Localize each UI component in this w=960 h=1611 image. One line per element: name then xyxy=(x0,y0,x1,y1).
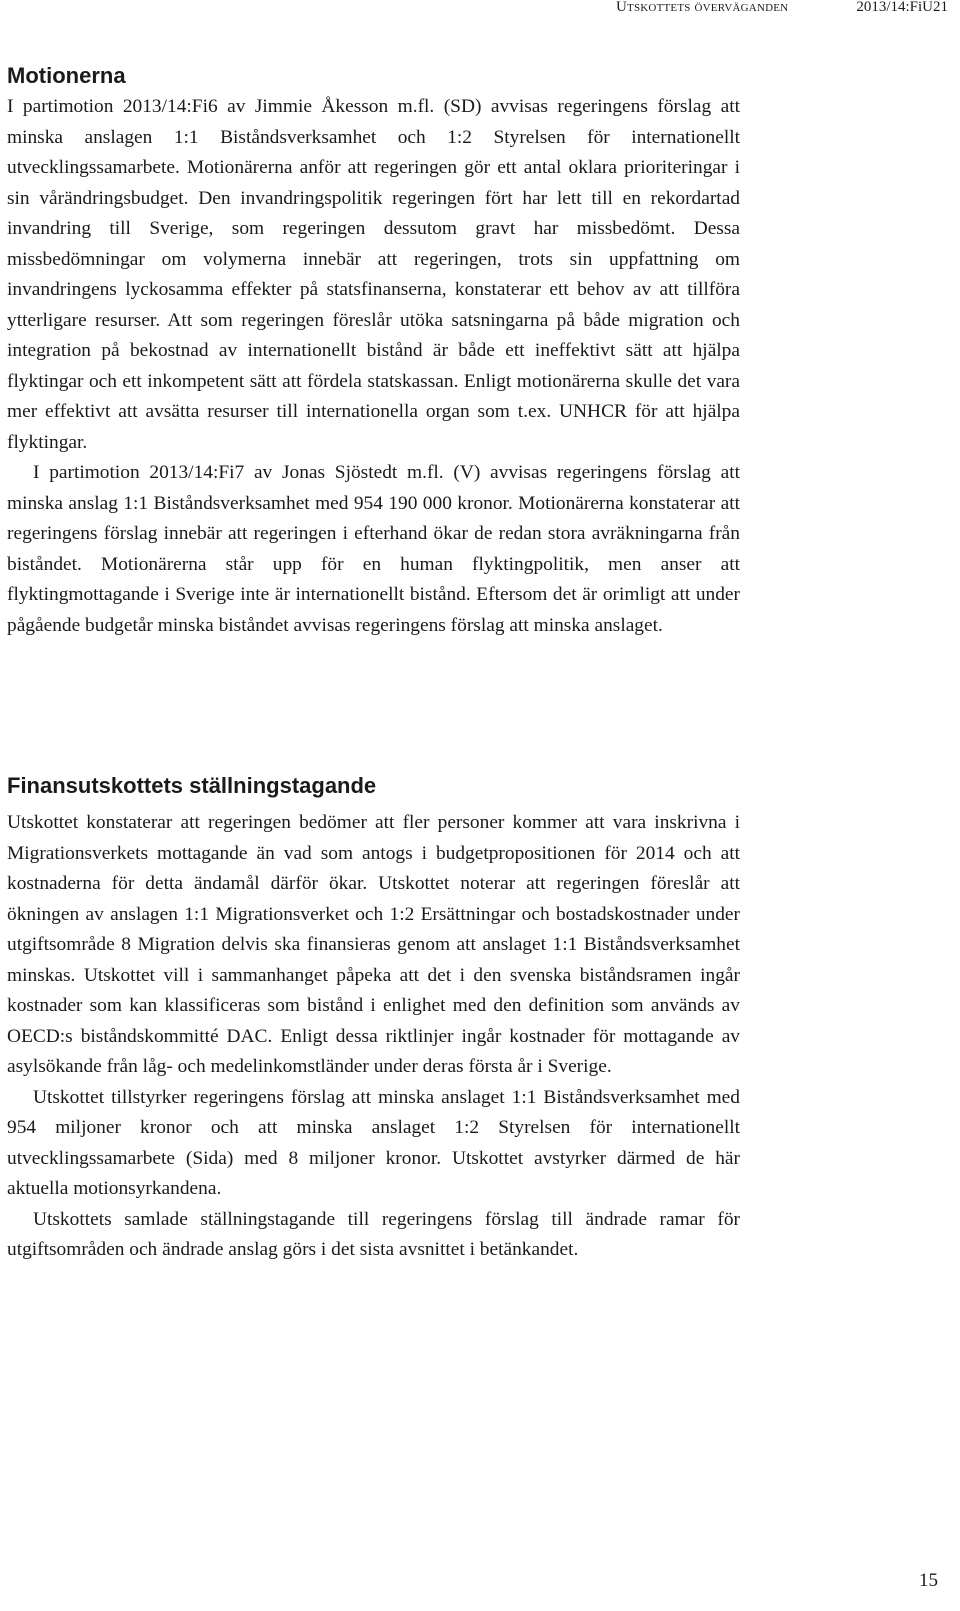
page-number: 15 xyxy=(919,1570,938,1591)
committee-approval-paragraph: Utskottet tillstyrker regeringens förslag att minska anslaget 1:1 Biståndsverksamhet med 954 miljoner kronor och att minska anslaget 1:2 Styrelsen för internationellt utvecklingssamarbete (Sida) med 8 miljoner kronor. Utskottet avstyrker därmed de här aktuella motionsyrkandena. xyxy=(7,1086,740,1199)
running-header-report-id: 2013/14:FiU21 xyxy=(856,0,948,15)
motions-section xyxy=(7,62,740,641)
committee-position-section xyxy=(7,772,740,1266)
motion-sd-paragraph: I partimotion 2013/14:Fi6 av Jimmie Åkesson m.fl. (SD) avvisas regeringens förslag att minska anslagen 1:1 Biståndsverksamhet och 1:2 Styrelsen för internationellt utvecklingssamarbete. Motionärerna anför att regeringen gör ett antal oklara prioriteringar i sin vårändringsbudget. Den invandringspolitik regeringen fört har lett till en rekordartad invandring till Sverige, som regeringen dessutom gravt har missbedömt. Dessa missbedömningar om volymerna innebär att regeringen, trots sin uppfattning om invandringens lyckosamma effekter på statsfinanserna, konstaterar ett behov av att tillföra ytterligare resurser. Att som regeringen föreslår utöka satsningarna på både migration och integration på bekostnad av internationellt bistånd är både ett ineffektivt sätt att hjälpa flyktingar och ett inkompetent sätt att fördela statskassan. Enligt motionärerna skulle det vara mer effektivt att avsätta resurser till internationella organ som t.ex. UNHCR för att hjälpa flyktingar. xyxy=(7,96,740,453)
committee-assessment-paragraph: Utskottet konstaterar att regeringen bedömer att fler personer kommer att vara inskrivna i Migrationsverkets mottagande än vad som antogs i budgetpropositionen för 2014 och att kostnaderna för detta ändamål därför ökar. Utskottet noterar att regeringen föreslår att ökningen av anslagen 1:1 Migrationsverket och 1:2 Ersättningar och bostadskostnader under utgiftsområde 8 Migration delvis ska finansieras genom att anslaget 1:1 Biståndsverksamhet minskas. Utskottet vill i sammanhanget påpeka att det i den svenska biståndsramen ingår kostnader som kan klassificeras som bistånd i enlighet med den definition som används av OECD:s biståndskommitté DAC. Enligt dessa riktlinjer ingår kostnader för mottagande av asylsökande från låg- och medelinkomstländer under deras första år i Sverige. xyxy=(7,812,740,1077)
page-header xyxy=(616,0,948,22)
motions-heading: Motionerna xyxy=(7,63,126,88)
motion-v-paragraph: I partimotion 2013/14:Fi7 av Jonas Sjöstedt m.fl. (V) avvisas regeringens förslag att minska anslag 1:1 Biståndsverksamhet med 954 190 000 kronor. Motionärerna konstaterar att regeringens förslag innebär att regeringen i efterhand ökar de redan stora avräkningarna från biståndet. Motionärerna står upp för en human flyktingpolitik, men anser att flyktingmottagande i Sverige inte är internationellt bistånd. Eftersom det är orimligt att under pågående budgetår minska biståndet avvisas regeringens förslag att minska anslaget. xyxy=(7,462,740,636)
running-header-section: Utskottets överväganden xyxy=(616,0,789,15)
committee-position-heading: Finansutskottets ställningstagande xyxy=(7,773,377,798)
committee-summary-paragraph: Utskottets samlade ställningstagande till regeringens förslag till ändrade ramar för utgiftsområden och ändrade anslag görs i det sista avsnittet i betänkandet. xyxy=(7,1208,740,1260)
